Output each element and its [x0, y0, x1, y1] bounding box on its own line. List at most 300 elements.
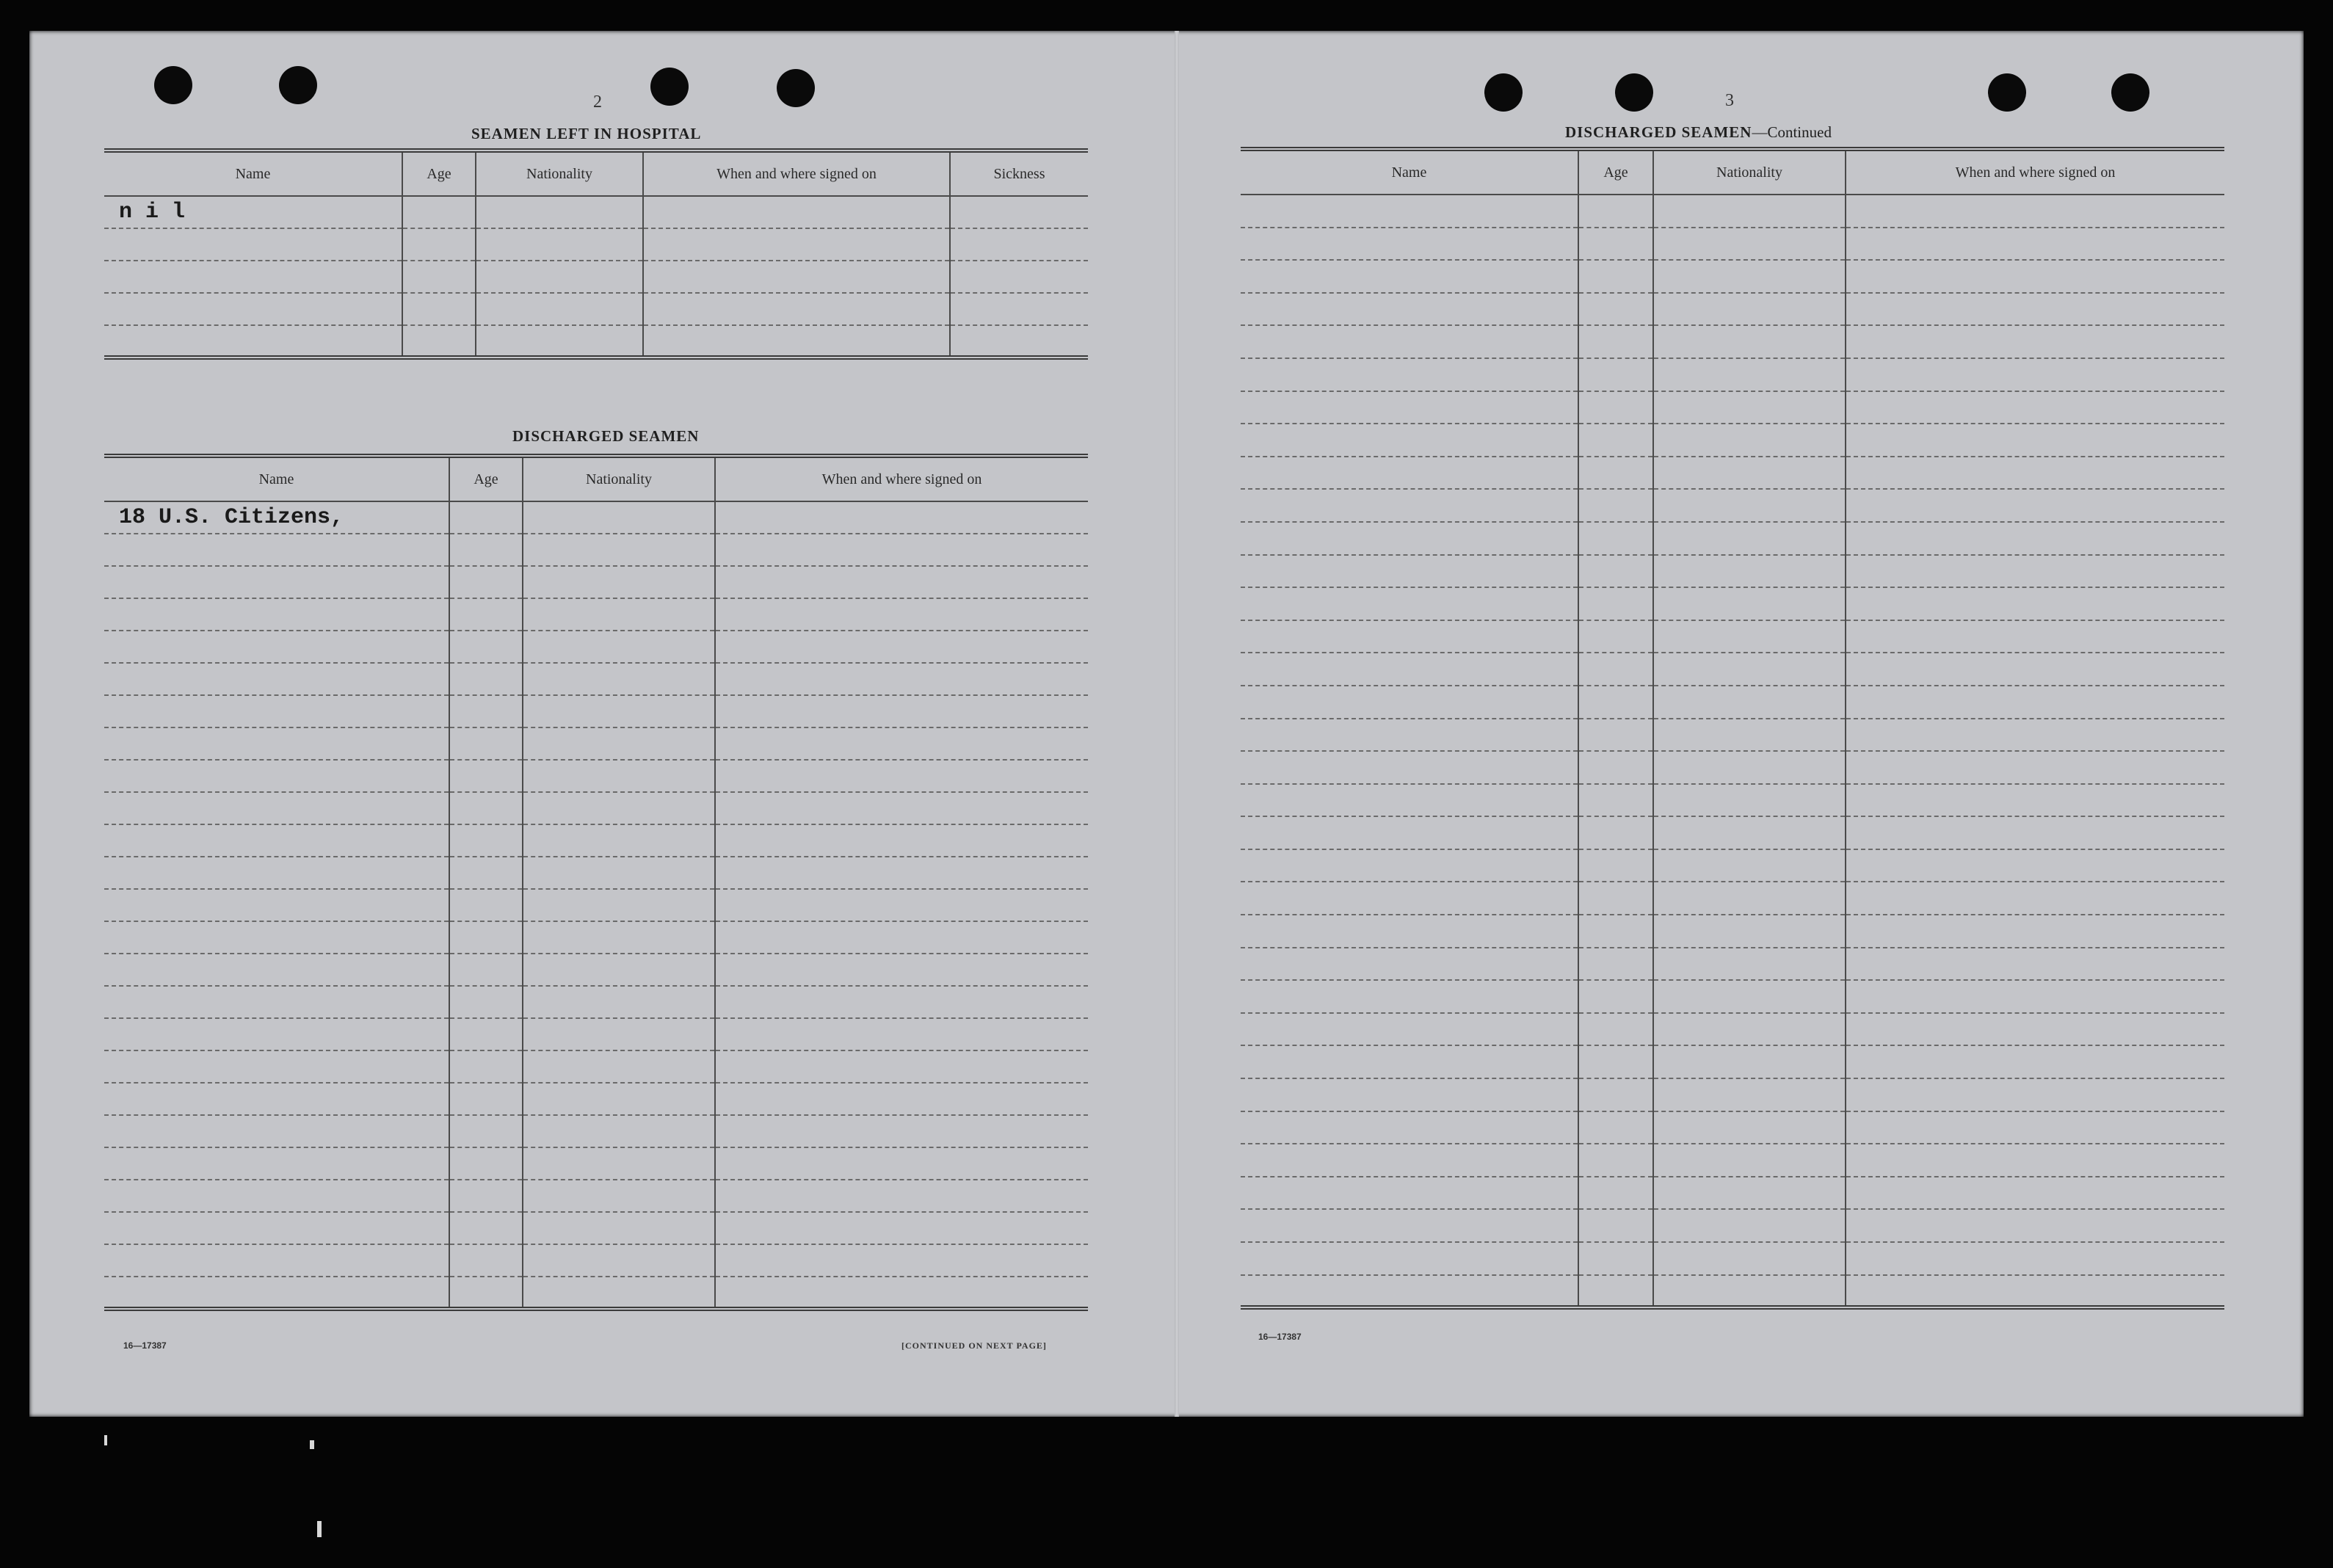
cell-nationality	[523, 727, 715, 760]
cell-age	[449, 631, 523, 663]
cell-signed-on	[643, 261, 950, 293]
cell-name: n i l	[104, 196, 402, 228]
cell-age	[402, 196, 476, 228]
column-header-nationality: Nationality	[1653, 149, 1846, 195]
column-header-nationality: Nationality	[476, 150, 643, 196]
cell-name	[1241, 784, 1578, 817]
table-row	[104, 1277, 1088, 1309]
table-row	[104, 631, 1088, 663]
cell-age	[1578, 784, 1653, 817]
cell-nationality	[523, 1180, 715, 1212]
cell-nationality	[1653, 980, 1846, 1013]
cell-signed-on	[1846, 587, 2224, 620]
cell-signed-on	[715, 631, 1088, 663]
punch-hole	[1484, 73, 1523, 112]
column-header-signed-on: When and where signed on	[643, 150, 950, 196]
cell-signed-on	[715, 954, 1088, 986]
cell-signed-on	[715, 663, 1088, 695]
cell-nationality	[1653, 751, 1846, 784]
cell-age	[449, 986, 523, 1018]
cell-name	[104, 325, 402, 357]
cell-name	[1241, 555, 1578, 588]
cell-nationality	[1653, 882, 1846, 915]
cell-signed-on	[643, 293, 950, 325]
cell-age	[1578, 293, 1653, 326]
cell-signed-on	[1846, 293, 2224, 326]
cell-age	[449, 1083, 523, 1115]
cell-signed-on	[715, 566, 1088, 598]
cell-age	[1578, 980, 1653, 1013]
table-row	[104, 566, 1088, 598]
cell-age	[449, 1277, 523, 1309]
cell-signed-on	[1846, 980, 2224, 1013]
table-row	[104, 760, 1088, 792]
cell-age	[449, 566, 523, 598]
column-header-name: Name	[104, 150, 402, 196]
table-row	[1241, 293, 2224, 326]
cell-nationality	[523, 1244, 715, 1277]
cell-name	[1241, 719, 1578, 752]
cell-nationality	[476, 293, 643, 325]
cell-signed-on	[1846, 1111, 2224, 1144]
cell-signed-on	[1846, 1144, 2224, 1177]
cell-name	[104, 1083, 449, 1115]
cell-name	[104, 1147, 449, 1180]
cell-sickness	[950, 325, 1088, 357]
cell-signed-on	[715, 695, 1088, 727]
cell-nationality	[1653, 587, 1846, 620]
cell-name	[1241, 620, 1578, 653]
table-row	[104, 857, 1088, 889]
cell-name	[1241, 228, 1578, 261]
table-row	[104, 598, 1088, 631]
cell-signed-on	[643, 228, 950, 261]
cell-nationality	[1653, 195, 1846, 228]
table-row	[1241, 784, 2224, 817]
discharged-continued-table	[1241, 147, 2224, 1310]
cell-name: 18 U.S. Citizens,	[104, 501, 449, 534]
cell-sickness	[950, 261, 1088, 293]
cell-age	[1578, 391, 1653, 424]
cell-nationality	[523, 857, 715, 889]
scan-speck	[310, 1440, 314, 1449]
cell-nationality	[523, 1147, 715, 1180]
cell-age	[402, 293, 476, 325]
hospital-table	[104, 148, 1088, 360]
cell-age	[1578, 587, 1653, 620]
cell-nationality	[1653, 620, 1846, 653]
punch-hole	[154, 66, 192, 104]
cell-name	[1241, 1242, 1578, 1275]
cell-signed-on	[715, 534, 1088, 566]
cell-age	[1578, 849, 1653, 882]
cell-name	[1241, 1275, 1578, 1308]
table-row	[1241, 849, 2224, 882]
cell-name	[1241, 816, 1578, 849]
cell-age	[449, 954, 523, 986]
cell-name	[1241, 1078, 1578, 1111]
cell-signed-on	[1846, 719, 2224, 752]
cell-nationality	[1653, 522, 1846, 555]
table-row	[1241, 653, 2224, 686]
cell-age	[449, 1147, 523, 1180]
cell-nationality	[476, 325, 643, 357]
cell-name	[104, 598, 449, 631]
table-row	[1241, 260, 2224, 293]
table-row	[1241, 751, 2224, 784]
cell-name	[104, 663, 449, 695]
cell-nationality	[1653, 1078, 1846, 1111]
scan-speck	[104, 1435, 107, 1445]
cell-nationality	[1653, 686, 1846, 719]
table-row	[1241, 424, 2224, 457]
cell-signed-on	[1846, 686, 2224, 719]
table-row	[104, 293, 1088, 325]
cell-nationality	[1653, 489, 1846, 522]
cell-nationality	[1653, 849, 1846, 882]
cell-nationality	[1653, 1013, 1846, 1046]
cell-signed-on	[715, 1212, 1088, 1244]
cell-nationality	[523, 1115, 715, 1147]
cell-signed-on	[1846, 457, 2224, 490]
table-row	[104, 325, 1088, 357]
cell-age	[1578, 325, 1653, 358]
cell-sickness	[950, 196, 1088, 228]
cell-signed-on	[1846, 1209, 2224, 1242]
cell-age	[449, 695, 523, 727]
table-row	[104, 921, 1088, 954]
cell-nationality	[1653, 358, 1846, 391]
cell-signed-on	[715, 1050, 1088, 1083]
table-row	[1241, 882, 2224, 915]
cell-nationality	[1653, 1144, 1846, 1177]
cell-signed-on	[715, 501, 1088, 534]
table-row	[104, 663, 1088, 695]
cell-signed-on	[1846, 1242, 2224, 1275]
cell-name	[1241, 293, 1578, 326]
table-row	[1241, 1045, 2224, 1078]
cell-nationality	[523, 663, 715, 695]
cell-signed-on	[1846, 195, 2224, 228]
discharged-table	[104, 454, 1088, 1311]
table-row	[1241, 457, 2224, 490]
column-header-age: Age	[1578, 149, 1653, 195]
table-row	[1241, 1111, 2224, 1144]
table-row	[1241, 325, 2224, 358]
cell-name	[104, 1180, 449, 1212]
cell-name	[104, 921, 449, 954]
cell-signed-on	[715, 727, 1088, 760]
cell-nationality	[1653, 325, 1846, 358]
cell-name	[1241, 195, 1578, 228]
column-header-name: Name	[1241, 149, 1578, 195]
cell-age	[1578, 489, 1653, 522]
cell-signed-on	[1846, 849, 2224, 882]
table-row	[104, 792, 1088, 824]
cell-signed-on	[1846, 358, 2224, 391]
cell-sickness	[950, 228, 1088, 261]
cell-signed-on	[715, 1018, 1088, 1050]
discharged-continued-title-main: DISCHARGED SEAMEN	[1565, 123, 1752, 141]
table-row	[104, 1244, 1088, 1277]
cell-sickness	[950, 293, 1088, 325]
cell-age	[449, 921, 523, 954]
cell-signed-on	[1846, 1078, 2224, 1111]
cell-signed-on	[1846, 325, 2224, 358]
column-header-age: Age	[449, 456, 523, 501]
cell-signed-on	[1846, 1275, 2224, 1308]
cell-age	[449, 598, 523, 631]
cell-name	[104, 1115, 449, 1147]
cell-age	[1578, 522, 1653, 555]
cell-age	[1578, 195, 1653, 228]
cell-age	[1578, 1144, 1653, 1177]
table-row	[1241, 358, 2224, 391]
cell-nationality	[476, 196, 643, 228]
table-row	[104, 1083, 1088, 1115]
cell-age	[1578, 1013, 1653, 1046]
cell-signed-on	[1846, 784, 2224, 817]
cell-name	[104, 1050, 449, 1083]
cell-age	[449, 889, 523, 921]
table-row	[104, 534, 1088, 566]
cell-age	[1578, 1209, 1653, 1242]
form-number: 16—17387	[123, 1340, 167, 1351]
cell-age	[1578, 260, 1653, 293]
cell-age	[449, 1115, 523, 1147]
cell-signed-on	[715, 889, 1088, 921]
table-row	[1241, 522, 2224, 555]
cell-name	[104, 857, 449, 889]
table-row	[104, 1147, 1088, 1180]
table-row	[1241, 1209, 2224, 1242]
punch-hole	[2111, 73, 2149, 112]
cell-signed-on	[715, 1277, 1088, 1309]
cell-nationality	[523, 1277, 715, 1309]
cell-signed-on	[1846, 1013, 2224, 1046]
cell-nationality	[523, 760, 715, 792]
cell-age	[1578, 653, 1653, 686]
cell-nationality	[1653, 1045, 1846, 1078]
cell-name	[1241, 522, 1578, 555]
punch-hole	[279, 66, 317, 104]
table-row	[1241, 228, 2224, 261]
punch-hole	[650, 68, 689, 106]
cell-signed-on	[715, 921, 1088, 954]
page-number: 2	[593, 92, 602, 112]
table-row	[104, 501, 1088, 534]
discharged-section-title: DISCHARGED SEAMEN	[512, 427, 700, 445]
table-row	[104, 695, 1088, 727]
table-row	[1241, 915, 2224, 948]
cell-nationality	[1653, 555, 1846, 588]
cell-age	[449, 1212, 523, 1244]
cell-nationality	[523, 1212, 715, 1244]
cell-name	[104, 1244, 449, 1277]
cell-nationality	[523, 695, 715, 727]
cell-signed-on	[1846, 751, 2224, 784]
cell-signed-on	[715, 986, 1088, 1018]
cell-age	[449, 1244, 523, 1277]
cell-nationality	[523, 954, 715, 986]
cell-name	[1241, 1209, 1578, 1242]
column-header-nationality: Nationality	[523, 456, 715, 501]
cell-age	[402, 228, 476, 261]
table-row	[104, 1050, 1088, 1083]
cell-signed-on	[715, 824, 1088, 857]
table-row	[104, 727, 1088, 760]
cell-age	[449, 501, 523, 534]
cell-name	[104, 889, 449, 921]
cell-age	[1578, 1045, 1653, 1078]
cell-name	[1241, 391, 1578, 424]
cell-name	[104, 1018, 449, 1050]
table-row	[104, 986, 1088, 1018]
cell-signed-on	[1846, 260, 2224, 293]
cell-name	[104, 534, 449, 566]
cell-age	[1578, 948, 1653, 981]
cell-signed-on	[1846, 948, 2224, 981]
cell-age	[1578, 358, 1653, 391]
cell-name	[1241, 948, 1578, 981]
cell-nationality	[476, 228, 643, 261]
cell-nationality	[523, 889, 715, 921]
cell-nationality	[1653, 1275, 1846, 1308]
cell-signed-on	[715, 857, 1088, 889]
cell-name	[1241, 587, 1578, 620]
cell-signed-on	[715, 1115, 1088, 1147]
continued-note: [CONTINUED ON NEXT PAGE]	[901, 1340, 1047, 1351]
cell-nationality	[523, 1018, 715, 1050]
cell-name	[1241, 653, 1578, 686]
cell-signed-on	[1846, 653, 2224, 686]
cell-nationality	[523, 824, 715, 857]
table-row	[104, 1212, 1088, 1244]
cell-age	[1578, 816, 1653, 849]
cell-name	[1241, 1013, 1578, 1046]
cell-signed-on	[715, 598, 1088, 631]
cell-age	[449, 760, 523, 792]
cell-name	[104, 261, 402, 293]
table-row	[1241, 948, 2224, 981]
table-row	[1241, 1177, 2224, 1210]
cell-age	[1578, 1177, 1653, 1210]
cell-age	[1578, 457, 1653, 490]
cell-signed-on	[715, 1244, 1088, 1277]
cell-nationality	[476, 261, 643, 293]
table-row	[104, 954, 1088, 986]
cell-name	[104, 1212, 449, 1244]
cell-nationality	[1653, 816, 1846, 849]
table-row	[1241, 555, 2224, 588]
table-row	[1241, 686, 2224, 719]
cell-signed-on	[1846, 391, 2224, 424]
cell-signed-on	[1846, 489, 2224, 522]
table-row	[1241, 1144, 2224, 1177]
cell-name	[104, 824, 449, 857]
cell-name	[104, 695, 449, 727]
cell-name	[104, 631, 449, 663]
cell-name	[1241, 686, 1578, 719]
punch-hole	[777, 69, 815, 107]
cell-age	[1578, 686, 1653, 719]
table-row	[104, 1018, 1088, 1050]
scan-speck	[317, 1521, 322, 1537]
cell-name	[1241, 1177, 1578, 1210]
cell-nationality	[523, 631, 715, 663]
cell-nationality	[523, 921, 715, 954]
cell-nationality	[523, 501, 715, 534]
cell-age	[1578, 555, 1653, 588]
column-header-sickness: Sickness	[950, 150, 1088, 196]
cell-age	[1578, 620, 1653, 653]
cell-nationality	[1653, 260, 1846, 293]
cell-name	[1241, 1045, 1578, 1078]
cell-age	[449, 663, 523, 695]
column-header-signed-on: When and where signed on	[1846, 149, 2224, 195]
cell-nationality	[1653, 228, 1846, 261]
cell-name	[104, 228, 402, 261]
cell-age	[1578, 751, 1653, 784]
cell-name	[1241, 424, 1578, 457]
column-header-name: Name	[104, 456, 449, 501]
table-row	[104, 1180, 1088, 1212]
cell-name	[1241, 1144, 1578, 1177]
cell-name	[1241, 751, 1578, 784]
cell-name	[1241, 358, 1578, 391]
cell-name	[104, 954, 449, 986]
cell-age	[1578, 228, 1653, 261]
cell-age	[1578, 1275, 1653, 1308]
cell-age	[1578, 719, 1653, 752]
cell-signed-on	[1846, 620, 2224, 653]
cell-age	[449, 824, 523, 857]
cell-nationality	[1653, 1111, 1846, 1144]
cell-signed-on	[715, 1147, 1088, 1180]
table-row	[1241, 195, 2224, 228]
hospital-section-title: SEAMEN LEFT IN HOSPITAL	[471, 125, 702, 142]
table-row	[1241, 719, 2224, 752]
cell-nationality	[1653, 784, 1846, 817]
cell-nationality	[1653, 653, 1846, 686]
cell-signed-on	[1846, 915, 2224, 948]
cell-nationality	[523, 566, 715, 598]
cell-name	[1241, 849, 1578, 882]
cell-nationality	[1653, 424, 1846, 457]
form-number: 16—17387	[1258, 1332, 1302, 1342]
table-row	[1241, 1078, 2224, 1111]
cell-nationality	[523, 1083, 715, 1115]
column-header-age: Age	[402, 150, 476, 196]
table-row	[104, 1115, 1088, 1147]
discharged-continued-title-suffix: —Continued	[1752, 123, 1832, 141]
cell-age	[449, 1050, 523, 1083]
cell-name	[1241, 325, 1578, 358]
cell-name	[104, 986, 449, 1018]
cell-nationality	[1653, 457, 1846, 490]
cell-nationality	[1653, 293, 1846, 326]
cell-nationality	[523, 792, 715, 824]
cell-age	[449, 1180, 523, 1212]
cell-name	[104, 1277, 449, 1309]
cell-signed-on	[1846, 1045, 2224, 1078]
table-row	[1241, 587, 2224, 620]
cell-name	[104, 566, 449, 598]
cell-name	[1241, 980, 1578, 1013]
cell-nationality	[1653, 1242, 1846, 1275]
cell-age	[449, 534, 523, 566]
cell-age	[402, 325, 476, 357]
